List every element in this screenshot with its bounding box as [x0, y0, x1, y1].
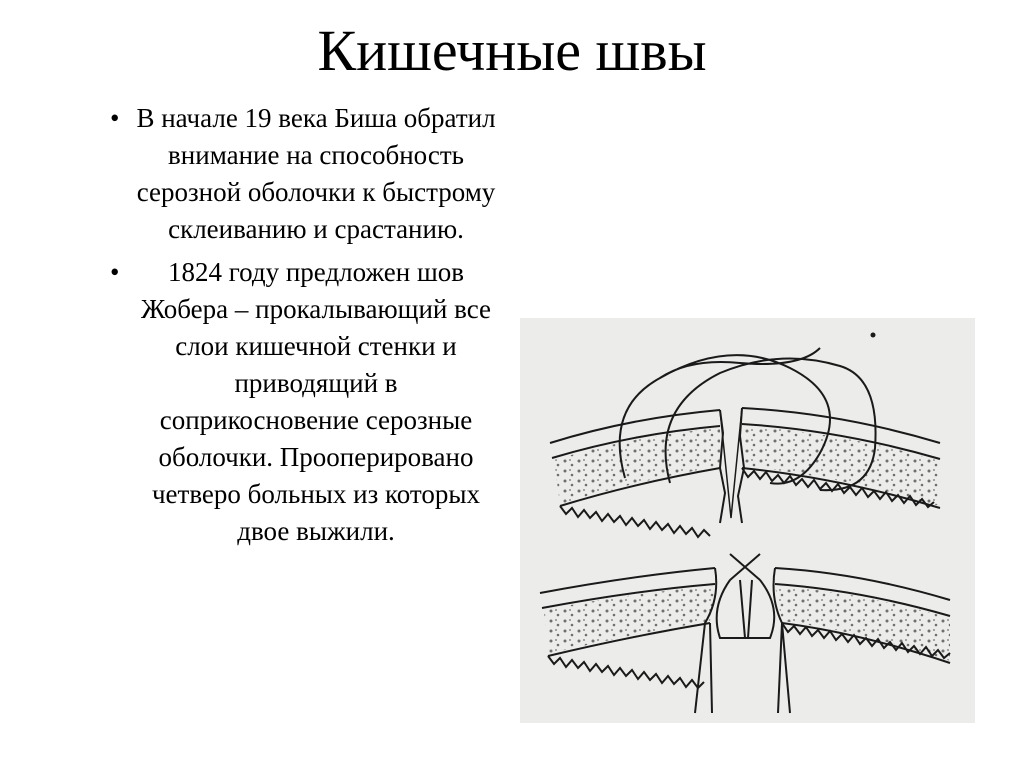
slide-title: Кишечные швы — [317, 18, 707, 83]
speck — [871, 333, 876, 338]
bullet-list — [110, 100, 500, 556]
bullet-marker: • — [110, 257, 120, 287]
bullet-text: 1824 году предложен шов Жобера – прокалывающий все слои кишечной стенки и приводящий в соприкосновение серозные оболочки. Прооперировано четверо больных из которых двое выжили. — [140, 257, 492, 546]
figure-background — [520, 318, 975, 723]
bullet-item — [110, 100, 500, 248]
suture-illustration — [520, 318, 975, 723]
bullet-marker: • — [110, 103, 120, 133]
bullet-item — [110, 254, 500, 550]
bullet-text: В начале 19 века Биша обратил внимание на способность серозной оболочки к быстрому склеиванию и срастанию. — [136, 103, 496, 244]
